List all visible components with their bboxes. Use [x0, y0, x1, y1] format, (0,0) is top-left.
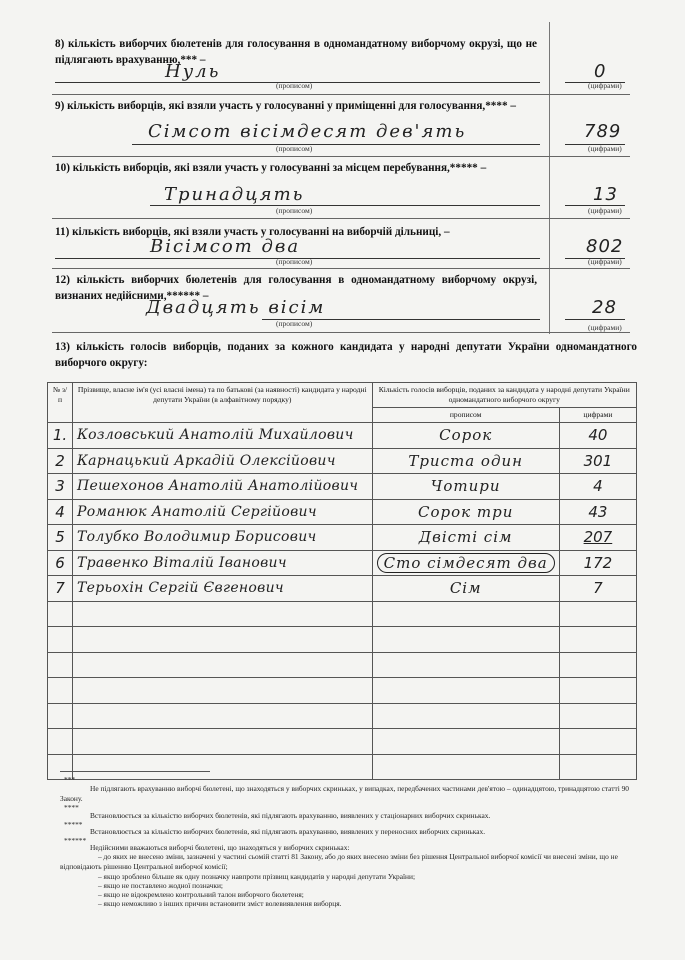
footnote-6-mark: ******	[64, 836, 87, 845]
votes-digits: 40	[559, 423, 636, 449]
table-row-empty	[48, 729, 637, 755]
votes-words: Чотири	[372, 474, 559, 500]
section-8-words: Нуль	[165, 61, 221, 82]
section-11-label: 11) кількість виборців, які взяли участь у голосуванні на виборчій дільниці, –	[55, 226, 450, 238]
table-row	[48, 423, 637, 449]
row-number: 5	[48, 525, 73, 551]
votes-digits	[559, 601, 636, 627]
footnote-6-item: – до яких не внесено зміни, зазначені у частині сьомій статті 81 Закону, або до яких внесено зміни без рішення Центральної виборчої комісії чи внесені зміни, що не відповідають рішенню Центральної виборчої комісії;	[60, 852, 618, 871]
section-8-digits: 0	[594, 61, 607, 82]
votes-digits: 301	[559, 448, 636, 474]
votes-words	[372, 678, 559, 704]
footnote-6-item: – якщо неможливо з інших причин встановити зміст волевиявлення виборця.	[98, 899, 342, 908]
section-9-label: 9) кількість виборців, які взяли участь у голосуванні у приміщенні для голосування,**** –	[55, 100, 516, 112]
section-10-words-caption: (прописом)	[276, 206, 313, 215]
votes-digits: 43	[559, 499, 636, 525]
section-10-words: Тринадцять	[164, 184, 305, 205]
table-row	[48, 525, 637, 551]
row-number	[48, 703, 73, 729]
section-9-digits: 789	[584, 121, 622, 142]
section-12-digits-caption: (цифрами)	[588, 323, 622, 332]
table-row-empty	[48, 627, 637, 653]
separator	[52, 218, 630, 219]
votes-words	[372, 652, 559, 678]
table-row-empty	[48, 678, 637, 704]
votes-digits: 4	[559, 474, 636, 500]
section-10-words-line	[150, 205, 540, 206]
header-words: прописом	[372, 408, 559, 423]
table-row	[48, 499, 637, 525]
row-number: 6	[48, 550, 73, 576]
candidate-name: Козловський Анатолій Михайлович	[73, 423, 372, 449]
section-10-digits-caption: (цифрами)	[588, 206, 622, 215]
row-number: 7	[48, 576, 73, 602]
section-8-digits-caption: (цифрами)	[588, 81, 622, 90]
section-8-label: 8) кількість виборчих бюлетенів для голосування в одномандатному виборчому окрузі, що не підлягають врахуванню,*** –	[55, 38, 537, 66]
candidate-name: Романюк Анатолій Сергійович	[73, 499, 372, 525]
votes-words	[372, 729, 559, 755]
votes-words: Сорок три	[372, 499, 559, 525]
footnote-4: Встановлюється за кількістю виборчих бюлетенів, які підлягають врахуванню, виявлених у стаціонарних виборчих скриньках.	[90, 811, 491, 820]
votes-digits: 207	[559, 525, 636, 551]
separator	[52, 268, 630, 269]
row-number: 3	[48, 474, 73, 500]
header-digits: цифрами	[559, 408, 636, 423]
section-12-digits-line	[565, 319, 625, 320]
footnote-4-mark: ****	[64, 803, 79, 812]
candidate-name	[73, 729, 372, 755]
section-10-digits: 13	[593, 184, 618, 205]
table-row	[48, 550, 637, 576]
section-12-words-caption: (прописом)	[276, 319, 313, 328]
table-row-empty	[48, 652, 637, 678]
candidate-name: Терьохін Сергій Євгенович	[73, 576, 372, 602]
footnote-6-item: – якщо не відокремлено контрольний талон виборчого бюлетеня;	[98, 890, 304, 899]
header-name: Прізвище, власне ім'я (усі власні імена) та по батькові (за наявності) кандидата у народні депутати України (в алфавітному порядку)	[73, 383, 372, 423]
votes-words: Триста один	[372, 448, 559, 474]
candidate-name: Пешехонов Анатолій Анатолійович	[73, 474, 372, 500]
separator	[52, 332, 630, 333]
votes-words-circled	[372, 550, 559, 576]
section-10-label: 10) кількість виборців, які взяли участь у голосуванні за місцем перебування,***** –	[55, 162, 487, 174]
row-number	[48, 652, 73, 678]
header-votes: Кількість голосів виборців, поданих за кандидата у народні депутати України одномандатного виборчого округу	[372, 383, 636, 408]
candidate-name	[73, 627, 372, 653]
section-11-digits-caption: (цифрами)	[588, 257, 622, 266]
candidate-name	[73, 601, 372, 627]
candidate-name	[73, 703, 372, 729]
votes-words	[372, 627, 559, 653]
votes-digits	[559, 703, 636, 729]
section-12-label: 12) кількість виборчих бюлетенів для голосування в одномандатному виборчому окрузі, визнаних недійсними,****** –	[55, 274, 537, 302]
separator	[52, 156, 630, 157]
section-9-words-line	[132, 144, 540, 145]
votes-words	[372, 754, 559, 780]
table-row	[48, 576, 637, 602]
row-number	[48, 729, 73, 755]
candidate-name	[73, 652, 372, 678]
row-number: 2	[48, 448, 73, 474]
votes-words: Сорок	[372, 423, 559, 449]
votes-digits: 7	[559, 576, 636, 602]
footnote-6: Недійсними вважаються виборчі бюлетені, що знаходяться у виборчих скриньках:	[90, 843, 350, 852]
votes-words: Сім	[372, 576, 559, 602]
section-11-words-caption: (прописом)	[276, 257, 313, 266]
votes-digits: 172	[559, 550, 636, 576]
footnote-3-mark: ***	[64, 775, 76, 784]
votes-digits	[559, 754, 636, 780]
section-11-digits: 802	[586, 236, 624, 257]
row-number: 4	[48, 499, 73, 525]
table-row	[48, 448, 637, 474]
table-row-empty	[48, 754, 637, 780]
votes-digits	[559, 652, 636, 678]
footnote-6-item: – якщо зроблено більше як одну позначку навпроти прізвищ кандидатів у народні депутати України;	[98, 872, 416, 881]
candidate-name: Травенко Віталій Іванович	[73, 550, 372, 576]
row-number	[48, 601, 73, 627]
section-12-words: Двадцять вісім	[146, 297, 326, 318]
footnote-6-item: – якщо не поставлено жодної позначки;	[98, 881, 223, 890]
row-number	[48, 678, 73, 704]
header-number: № з/п	[48, 383, 73, 423]
votes-words	[372, 703, 559, 729]
separator	[52, 94, 630, 95]
digits-column-rule	[549, 22, 550, 334]
row-number: 1.	[48, 423, 73, 449]
circled-votes-words: Сто сімдесят два	[377, 553, 555, 573]
table-row-empty	[48, 601, 637, 627]
footnote-5: Встановлюється за кількістю виборчих бюлетенів, які підлягають врахуванню, виявлених у переносних виборчих скриньках.	[90, 827, 486, 836]
votes-words	[372, 601, 559, 627]
section-12-digits: 28	[592, 297, 617, 318]
votes-digits	[559, 678, 636, 704]
votes-digits	[559, 729, 636, 755]
footnote-3: Не підлягають врахуванню виборчі бюлетені, що знаходяться у виборчих скриньках, у випадках, передбачених частинами дев'ятою – одинадцятою, тринадцятою статті 90 Закону.	[60, 784, 630, 803]
section-9-digits-caption: (цифрами)	[588, 144, 622, 153]
section-11-words: Вісімсот два	[150, 236, 301, 257]
footnote-5-mark: *****	[64, 820, 83, 829]
table-row-empty	[48, 703, 637, 729]
candidate-name	[73, 754, 372, 780]
row-number	[48, 627, 73, 653]
votes-words: Двісті сім	[372, 525, 559, 551]
section-9-words-caption: (прописом)	[276, 144, 313, 153]
votes-digits	[559, 627, 636, 653]
candidates-table	[47, 382, 637, 780]
candidate-name: Карнацький Аркадій Олексійович	[73, 448, 372, 474]
section-8-words-caption: (прописом)	[276, 81, 313, 90]
candidate-name	[73, 678, 372, 704]
footnote-rule	[60, 771, 210, 772]
table-row	[48, 474, 637, 500]
section-9-words: Сімсот вісімдесят дев'ять	[148, 121, 467, 142]
candidate-name: Толубко Володимир Борисович	[73, 525, 372, 551]
section-13-label: 13) кількість голосів виборців, поданих за кожного кандидата у народні депутати України одномандатного виборчого округу:	[55, 341, 637, 369]
